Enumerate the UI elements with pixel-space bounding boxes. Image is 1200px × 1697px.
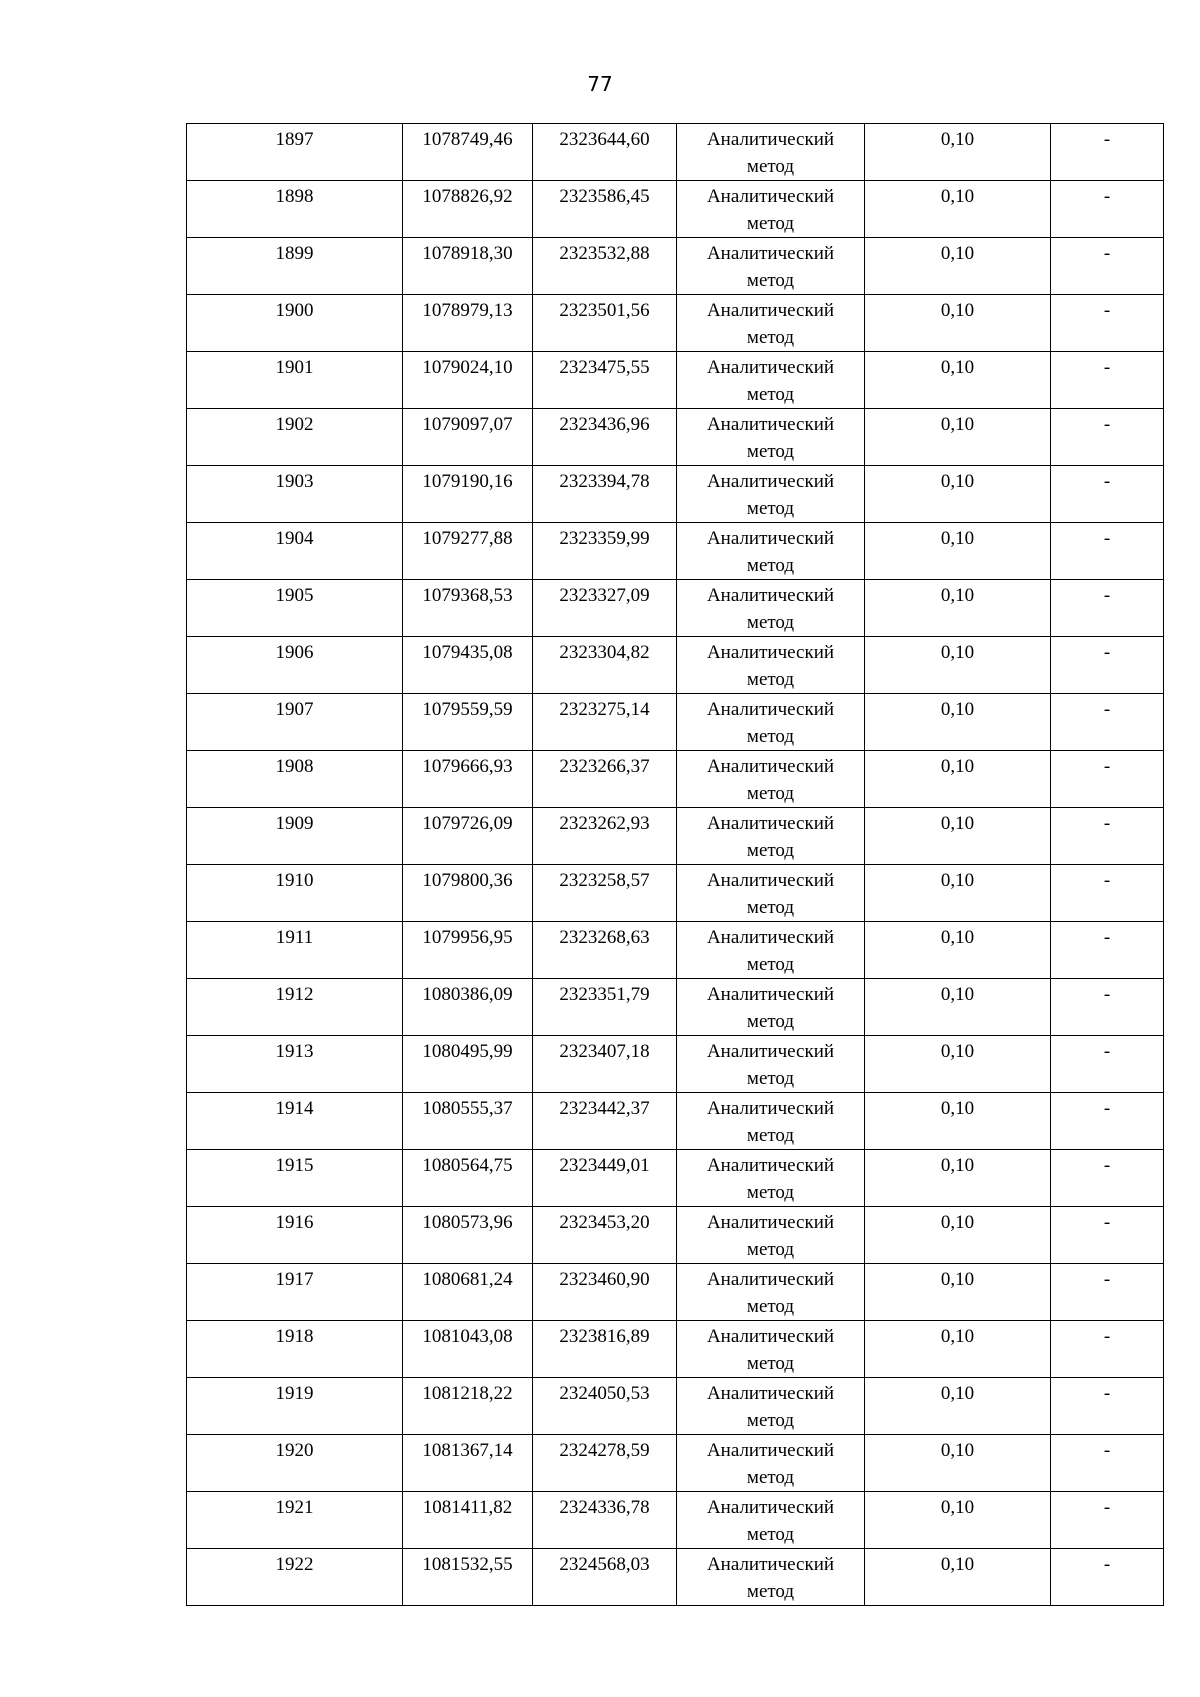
point-number-cell: 1922 — [187, 1549, 403, 1606]
note-cell: - — [1051, 1036, 1164, 1093]
point-number-cell: 1899 — [187, 238, 403, 295]
method-cell — [677, 409, 865, 466]
method-line-2: метод — [746, 954, 795, 975]
point-number-cell: 1907 — [187, 694, 403, 751]
method-line-2: метод — [746, 213, 795, 234]
x-coordinate-cell: 1079800,36 — [403, 865, 533, 922]
x-coordinate-cell: 1079666,93 — [403, 751, 533, 808]
y-coordinate-cell: 2323442,37 — [533, 1093, 677, 1150]
note-cell: - — [1051, 1549, 1164, 1606]
accuracy-cell: 0,10 — [865, 295, 1051, 352]
point-number-cell: 1901 — [187, 352, 403, 409]
method-line-2: метод — [746, 270, 795, 291]
accuracy-cell: 0,10 — [865, 1378, 1051, 1435]
accuracy-cell: 0,10 — [865, 1321, 1051, 1378]
point-number-cell: 1920 — [187, 1435, 403, 1492]
table-row — [187, 1036, 1164, 1093]
method-line-1: Аналитический — [706, 870, 835, 891]
y-coordinate-cell: 2323501,56 — [533, 295, 677, 352]
accuracy-cell: 0,10 — [865, 238, 1051, 295]
method-line-2: метод — [746, 1524, 795, 1545]
point-number-cell: 1915 — [187, 1150, 403, 1207]
table-row — [187, 1264, 1164, 1321]
note-cell: - — [1051, 124, 1164, 181]
table-row — [187, 922, 1164, 979]
x-coordinate-cell: 1078979,13 — [403, 295, 533, 352]
point-number-cell: 1903 — [187, 466, 403, 523]
method-line-1: Аналитический — [706, 984, 835, 1005]
method-line-1: Аналитический — [706, 1269, 835, 1290]
x-coordinate-cell: 1078749,46 — [403, 124, 533, 181]
method-cell — [677, 1435, 865, 1492]
method-line-2: метод — [746, 441, 795, 462]
method-line-2: метод — [746, 384, 795, 405]
table-row — [187, 808, 1164, 865]
table-row — [187, 1378, 1164, 1435]
accuracy-cell: 0,10 — [865, 352, 1051, 409]
x-coordinate-cell: 1080555,37 — [403, 1093, 533, 1150]
y-coordinate-cell: 2324278,59 — [533, 1435, 677, 1492]
method-line-1: Аналитический — [706, 243, 835, 264]
y-coordinate-cell: 2323460,90 — [533, 1264, 677, 1321]
table-row — [187, 181, 1164, 238]
note-cell: - — [1051, 1093, 1164, 1150]
accuracy-cell: 0,10 — [865, 808, 1051, 865]
table-body — [187, 124, 1164, 1606]
method-cell — [677, 181, 865, 238]
x-coordinate-cell: 1080495,99 — [403, 1036, 533, 1093]
note-cell: - — [1051, 1207, 1164, 1264]
table-row — [187, 352, 1164, 409]
method-line-1: Аналитический — [706, 927, 835, 948]
point-number-cell: 1910 — [187, 865, 403, 922]
note-cell: - — [1051, 523, 1164, 580]
method-line-2: метод — [746, 1410, 795, 1431]
table-row — [187, 295, 1164, 352]
accuracy-cell: 0,10 — [865, 409, 1051, 466]
x-coordinate-cell: 1081043,08 — [403, 1321, 533, 1378]
table-row — [187, 979, 1164, 1036]
y-coordinate-cell: 2323453,20 — [533, 1207, 677, 1264]
note-cell: - — [1051, 922, 1164, 979]
note-cell: - — [1051, 865, 1164, 922]
method-line-2: метод — [746, 1581, 795, 1602]
method-line-2: метод — [746, 840, 795, 861]
note-cell: - — [1051, 409, 1164, 466]
note-cell: - — [1051, 352, 1164, 409]
x-coordinate-cell: 1079435,08 — [403, 637, 533, 694]
note-cell: - — [1051, 1378, 1164, 1435]
y-coordinate-cell: 2323475,55 — [533, 352, 677, 409]
method-line-1: Аналитический — [706, 1383, 835, 1404]
method-cell — [677, 1036, 865, 1093]
method-line-1: Аналитический — [706, 1440, 835, 1461]
note-cell: - — [1051, 1264, 1164, 1321]
x-coordinate-cell: 1081532,55 — [403, 1549, 533, 1606]
point-number-cell: 1916 — [187, 1207, 403, 1264]
point-number-cell: 1904 — [187, 523, 403, 580]
x-coordinate-cell: 1079559,59 — [403, 694, 533, 751]
y-coordinate-cell: 2323304,82 — [533, 637, 677, 694]
accuracy-cell: 0,10 — [865, 865, 1051, 922]
table-row — [187, 1207, 1164, 1264]
method-cell — [677, 1150, 865, 1207]
method-line-1: Аналитический — [706, 471, 835, 492]
method-line-1: Аналитический — [706, 300, 835, 321]
table-row — [187, 694, 1164, 751]
method-line-1: Аналитический — [706, 1098, 835, 1119]
y-coordinate-cell: 2323258,57 — [533, 865, 677, 922]
method-line-2: метод — [746, 1068, 795, 1089]
accuracy-cell: 0,10 — [865, 1435, 1051, 1492]
table-row — [187, 1321, 1164, 1378]
y-coordinate-cell: 2323449,01 — [533, 1150, 677, 1207]
method-line-2: метод — [746, 1125, 795, 1146]
note-cell: - — [1051, 808, 1164, 865]
method-line-1: Аналитический — [706, 1212, 835, 1233]
accuracy-cell: 0,10 — [865, 979, 1051, 1036]
table-row — [187, 1549, 1164, 1606]
x-coordinate-cell: 1079368,53 — [403, 580, 533, 637]
accuracy-cell: 0,10 — [865, 181, 1051, 238]
accuracy-cell: 0,10 — [865, 466, 1051, 523]
method-line-2: метод — [746, 1011, 795, 1032]
table-row — [187, 1492, 1164, 1549]
method-line-2: метод — [746, 726, 795, 747]
accuracy-cell: 0,10 — [865, 124, 1051, 181]
method-cell — [677, 1321, 865, 1378]
method-cell — [677, 751, 865, 808]
point-number-cell: 1918 — [187, 1321, 403, 1378]
method-line-2: метод — [746, 555, 795, 576]
method-line-2: метод — [746, 1239, 795, 1260]
method-line-1: Аналитический — [706, 129, 835, 150]
method-cell — [677, 1492, 865, 1549]
x-coordinate-cell: 1081218,22 — [403, 1378, 533, 1435]
accuracy-cell: 0,10 — [865, 1093, 1051, 1150]
x-coordinate-cell: 1079190,16 — [403, 466, 533, 523]
method-line-1: Аналитический — [706, 186, 835, 207]
x-coordinate-cell: 1078918,30 — [403, 238, 533, 295]
note-cell: - — [1051, 694, 1164, 751]
method-cell — [677, 1378, 865, 1435]
y-coordinate-cell: 2323359,99 — [533, 523, 677, 580]
method-line-1: Аналитический — [706, 357, 835, 378]
table-row — [187, 1093, 1164, 1150]
method-line-2: метод — [746, 669, 795, 690]
method-cell — [677, 1093, 865, 1150]
method-cell — [677, 580, 865, 637]
method-cell — [677, 295, 865, 352]
method-cell — [677, 523, 865, 580]
method-line-1: Аналитический — [706, 699, 835, 720]
method-line-2: метод — [746, 783, 795, 804]
x-coordinate-cell: 1079097,07 — [403, 409, 533, 466]
method-cell — [677, 637, 865, 694]
x-coordinate-cell: 1080573,96 — [403, 1207, 533, 1264]
accuracy-cell: 0,10 — [865, 1207, 1051, 1264]
method-cell — [677, 979, 865, 1036]
accuracy-cell: 0,10 — [865, 1549, 1051, 1606]
method-line-1: Аналитический — [706, 1554, 835, 1575]
accuracy-cell: 0,10 — [865, 922, 1051, 979]
y-coordinate-cell: 2323275,14 — [533, 694, 677, 751]
method-cell — [677, 922, 865, 979]
method-cell — [677, 238, 865, 295]
note-cell: - — [1051, 181, 1164, 238]
accuracy-cell: 0,10 — [865, 523, 1051, 580]
method-line-1: Аналитический — [706, 813, 835, 834]
accuracy-cell: 0,10 — [865, 1036, 1051, 1093]
x-coordinate-cell: 1079956,95 — [403, 922, 533, 979]
accuracy-cell: 0,10 — [865, 580, 1051, 637]
x-coordinate-cell: 1080564,75 — [403, 1150, 533, 1207]
method-line-1: Аналитический — [706, 642, 835, 663]
y-coordinate-cell: 2323327,09 — [533, 580, 677, 637]
point-number-cell: 1919 — [187, 1378, 403, 1435]
table-row — [187, 1435, 1164, 1492]
point-number-cell: 1898 — [187, 181, 403, 238]
table-row — [187, 865, 1164, 922]
accuracy-cell: 0,10 — [865, 637, 1051, 694]
table-row — [187, 409, 1164, 466]
coordinates-table — [186, 123, 1164, 1606]
y-coordinate-cell: 2323407,18 — [533, 1036, 677, 1093]
point-number-cell: 1921 — [187, 1492, 403, 1549]
method-cell — [677, 865, 865, 922]
method-line-1: Аналитический — [706, 756, 835, 777]
table-row — [187, 523, 1164, 580]
method-line-2: метод — [746, 156, 795, 177]
method-line-2: метод — [746, 1353, 795, 1374]
point-number-cell: 1897 — [187, 124, 403, 181]
point-number-cell: 1913 — [187, 1036, 403, 1093]
table-row — [187, 124, 1164, 181]
accuracy-cell: 0,10 — [865, 751, 1051, 808]
method-cell — [677, 124, 865, 181]
x-coordinate-cell: 1081367,14 — [403, 1435, 533, 1492]
x-coordinate-cell: 1079277,88 — [403, 523, 533, 580]
x-coordinate-cell: 1080386,09 — [403, 979, 533, 1036]
table-row — [187, 580, 1164, 637]
note-cell: - — [1051, 1435, 1164, 1492]
point-number-cell: 1906 — [187, 637, 403, 694]
method-cell — [677, 1264, 865, 1321]
method-line-1: Аналитический — [706, 1155, 835, 1176]
y-coordinate-cell: 2324336,78 — [533, 1492, 677, 1549]
point-number-cell: 1909 — [187, 808, 403, 865]
y-coordinate-cell: 2323644,60 — [533, 124, 677, 181]
method-line-1: Аналитический — [706, 1326, 835, 1347]
accuracy-cell: 0,10 — [865, 1150, 1051, 1207]
y-coordinate-cell: 2323262,93 — [533, 808, 677, 865]
method-line-2: метод — [746, 612, 795, 633]
note-cell: - — [1051, 466, 1164, 523]
method-line-2: метод — [746, 897, 795, 918]
method-line-2: метод — [746, 498, 795, 519]
y-coordinate-cell: 2324568,03 — [533, 1549, 677, 1606]
y-coordinate-cell: 2323586,45 — [533, 181, 677, 238]
note-cell: - — [1051, 1492, 1164, 1549]
note-cell: - — [1051, 238, 1164, 295]
method-line-1: Аналитический — [706, 585, 835, 606]
x-coordinate-cell: 1081411,82 — [403, 1492, 533, 1549]
point-number-cell: 1905 — [187, 580, 403, 637]
method-line-2: метод — [746, 1296, 795, 1317]
method-line-2: метод — [746, 1182, 795, 1203]
point-number-cell: 1911 — [187, 922, 403, 979]
y-coordinate-cell: 2323436,96 — [533, 409, 677, 466]
method-cell — [677, 352, 865, 409]
page-number: 77 — [587, 72, 613, 96]
method-cell — [677, 466, 865, 523]
note-cell: - — [1051, 295, 1164, 352]
table-row — [187, 238, 1164, 295]
method-line-1: Аналитический — [706, 1041, 835, 1062]
point-number-cell: 1908 — [187, 751, 403, 808]
accuracy-cell: 0,10 — [865, 1264, 1051, 1321]
method-cell — [677, 1207, 865, 1264]
point-number-cell: 1900 — [187, 295, 403, 352]
method-line-1: Аналитический — [706, 1497, 835, 1518]
accuracy-cell: 0,10 — [865, 694, 1051, 751]
point-number-cell: 1914 — [187, 1093, 403, 1150]
note-cell: - — [1051, 1321, 1164, 1378]
y-coordinate-cell: 2323268,63 — [533, 922, 677, 979]
method-line-1: Аналитический — [706, 414, 835, 435]
method-cell — [677, 1549, 865, 1606]
note-cell: - — [1051, 751, 1164, 808]
method-cell — [677, 694, 865, 751]
table-row — [187, 637, 1164, 694]
method-cell — [677, 808, 865, 865]
point-number-cell: 1912 — [187, 979, 403, 1036]
method-line-2: метод — [746, 1467, 795, 1488]
note-cell: - — [1051, 1150, 1164, 1207]
note-cell: - — [1051, 580, 1164, 637]
y-coordinate-cell: 2323351,79 — [533, 979, 677, 1036]
note-cell: - — [1051, 979, 1164, 1036]
y-coordinate-cell: 2323532,88 — [533, 238, 677, 295]
y-coordinate-cell: 2323816,89 — [533, 1321, 677, 1378]
x-coordinate-cell: 1079024,10 — [403, 352, 533, 409]
y-coordinate-cell: 2324050,53 — [533, 1378, 677, 1435]
accuracy-cell: 0,10 — [865, 1492, 1051, 1549]
method-line-1: Аналитический — [706, 528, 835, 549]
x-coordinate-cell: 1078826,92 — [403, 181, 533, 238]
table-row — [187, 466, 1164, 523]
method-line-2: метод — [746, 327, 795, 348]
x-coordinate-cell: 1079726,09 — [403, 808, 533, 865]
note-cell: - — [1051, 637, 1164, 694]
y-coordinate-cell: 2323394,78 — [533, 466, 677, 523]
table-row — [187, 751, 1164, 808]
x-coordinate-cell: 1080681,24 — [403, 1264, 533, 1321]
point-number-cell: 1902 — [187, 409, 403, 466]
table-row — [187, 1150, 1164, 1207]
y-coordinate-cell: 2323266,37 — [533, 751, 677, 808]
point-number-cell: 1917 — [187, 1264, 403, 1321]
